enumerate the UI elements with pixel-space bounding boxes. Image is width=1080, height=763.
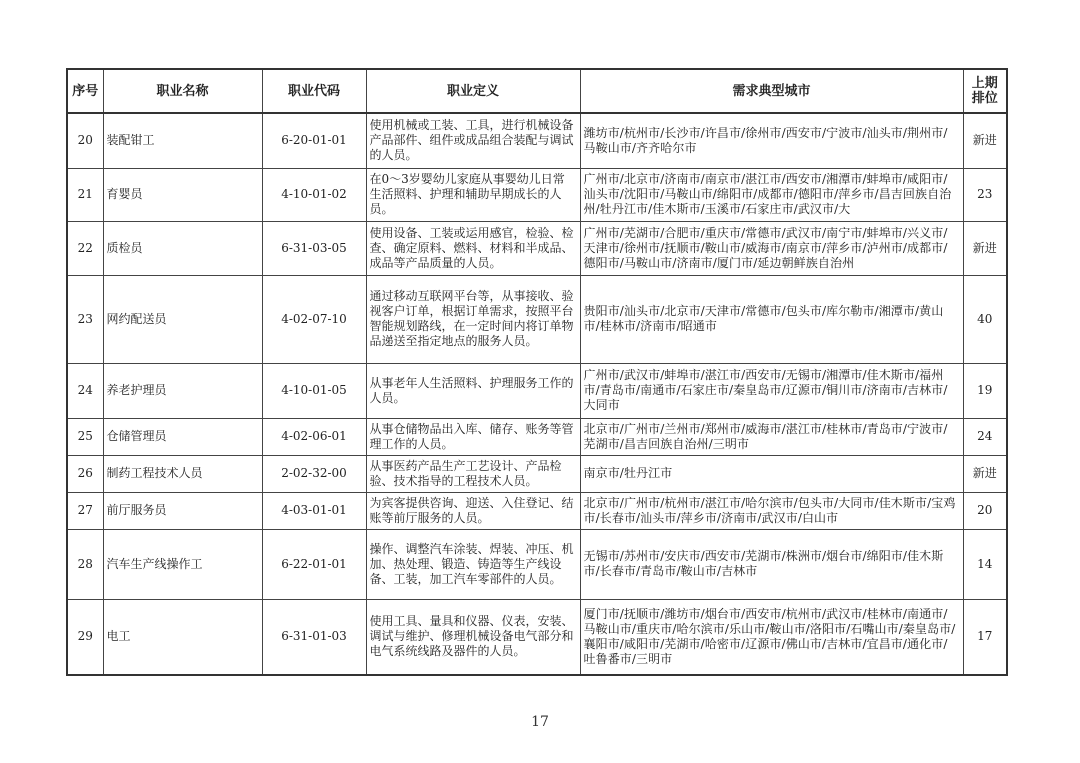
cell-cities: 广州市/武汉市/蚌埠市/湛江市/西安市/无锡市/湘潭市/佳木斯市/福州市/青岛市/南通市/石家庄市/秦皇岛市/辽源市/铜川市/济南市/吉林市/大同市	[580, 363, 963, 418]
table-row	[67, 113, 1007, 168]
cell-rank: 17	[963, 599, 1007, 675]
cell-cities: 广州市/芜湖市/合肥市/重庆市/常德市/武汉市/南宁市/蚌埠市/兴义市/天津市/徐州市/抚顺市/鞍山市/威海市/南京市/萍乡市/泸州市/成都市/德阳市/马鞍山市/济南市/厦门市/延边朝鲜族自治州	[580, 221, 963, 275]
cell-rank: 24	[963, 418, 1007, 455]
header-no: 序号	[67, 69, 103, 113]
cell-cities: 北京市/广州市/杭州市/湛江市/哈尔滨市/包头市/大同市/佳木斯市/宝鸡市/长春市/汕头市/萍乡市/济南市/武汉市/白山市	[580, 492, 963, 529]
table-row	[67, 168, 1007, 221]
page-number: 17	[531, 714, 549, 730]
cell-rank: 19	[963, 363, 1007, 418]
cell-cities: 无锡市/苏州市/安庆市/西安市/芜湖市/株洲市/烟台市/绵阳市/佳木斯市/长春市/青岛市/鞍山市/吉林市	[580, 529, 963, 599]
cell-code: 4-10-01-05	[262, 363, 366, 418]
cell-cities: 南京市/牡丹江市	[580, 455, 963, 492]
header-code: 职业代码	[262, 69, 366, 113]
header-cities: 需求典型城市	[580, 69, 963, 113]
cell-rank: 14	[963, 529, 1007, 599]
table-row	[67, 363, 1007, 418]
cell-no: 28	[67, 529, 103, 599]
cell-definition: 通过移动互联网平台等，从事接收、验视客户订单，根据订单需求，按照平台智能规划路线，在一定时间内将订单物品递送至指定地点的服务人员。	[366, 275, 580, 363]
cell-cities: 北京市/广州市/兰州市/郑州市/威海市/湛江市/桂林市/青岛市/宁波市/芜湖市/昌吉回族自治州/三明市	[580, 418, 963, 455]
cell-name: 前厅服务员	[103, 492, 262, 529]
cell-no: 23	[67, 275, 103, 363]
table-row	[67, 275, 1007, 363]
cell-no: 24	[67, 363, 103, 418]
cell-name: 网约配送员	[103, 275, 262, 363]
cell-code: 6-31-03-05	[262, 221, 366, 275]
cell-name: 电工	[103, 599, 262, 675]
cell-name: 装配钳工	[103, 113, 262, 168]
cell-rank: 新进	[963, 221, 1007, 275]
cell-name: 养老护理员	[103, 363, 262, 418]
cell-rank: 新进	[963, 113, 1007, 168]
cell-definition: 在0～3岁婴幼儿家庭从事婴幼儿日常生活照料、护理和辅助早期成长的人员。	[366, 168, 580, 221]
header-definition: 职业定义	[366, 69, 580, 113]
table-row	[67, 492, 1007, 529]
cell-rank: 40	[963, 275, 1007, 363]
cell-definition: 从事仓储物品出入库、储存、账务等管理工作的人员。	[366, 418, 580, 455]
table-header-row	[67, 69, 1007, 113]
cell-rank: 23	[963, 168, 1007, 221]
cell-code: 6-20-01-01	[262, 113, 366, 168]
occupation-demand-table	[66, 68, 1008, 676]
cell-definition: 使用工具、量具和仪器、仪表，安装、调试与维护、修理机械设备电气部分和电气系统线路及器件的人员。	[366, 599, 580, 675]
cell-code: 4-10-01-02	[262, 168, 366, 221]
cell-code: 4-02-07-10	[262, 275, 366, 363]
cell-no: 25	[67, 418, 103, 455]
cell-code: 6-31-01-03	[262, 599, 366, 675]
cell-no: 26	[67, 455, 103, 492]
cell-cities: 潍坊市/杭州市/长沙市/许昌市/徐州市/西安市/宁波市/汕头市/荆州市/马鞍山市/齐齐哈尔市	[580, 113, 963, 168]
cell-definition: 使用机械或工装、工具，进行机械设备产品部件、组件或成品组合装配与调试的人员。	[366, 113, 580, 168]
cell-code: 6-22-01-01	[262, 529, 366, 599]
cell-definition: 从事老年人生活照料、护理服务工作的人员。	[366, 363, 580, 418]
cell-code: 2-02-32-00	[262, 455, 366, 492]
cell-no: 29	[67, 599, 103, 675]
cell-no: 21	[67, 168, 103, 221]
cell-name: 汽车生产线操作工	[103, 529, 262, 599]
cell-rank: 20	[963, 492, 1007, 529]
table-row	[67, 418, 1007, 455]
cell-name: 质检员	[103, 221, 262, 275]
cell-cities: 厦门市/抚顺市/潍坊市/烟台市/西安市/杭州市/武汉市/桂林市/南通市/马鞍山市/重庆市/哈尔滨市/乐山市/鞍山市/洛阳市/石嘴山市/秦皇岛市/襄阳市/咸阳市/芜湖市/哈密市/辽源市/佛山市/吉林市/宜昌市/通化市/吐鲁番市/三明市	[580, 599, 963, 675]
cell-definition: 从事医药产品生产工艺设计、产品检验、技术指导的工程技术人员。	[366, 455, 580, 492]
cell-cities: 广州市/北京市/济南市/南京市/湛江市/西安市/湘潭市/蚌埠市/咸阳市/汕头市/沈阳市/马鞍山市/绵阳市/成都市/德阳市/萍乡市/昌吉回族自治州/牡丹江市/佳木斯市/玉溪市/石家庄市/武汉市/大	[580, 168, 963, 221]
cell-rank: 新进	[963, 455, 1007, 492]
table-row	[67, 599, 1007, 675]
cell-name: 仓储管理员	[103, 418, 262, 455]
cell-no: 22	[67, 221, 103, 275]
table-row	[67, 221, 1007, 275]
table-row	[67, 529, 1007, 599]
cell-definition: 操作、调整汽车涂装、焊装、冲压、机加、热处理、锻造、铸造等生产线设备、工装，加工汽车零部件的人员。	[366, 529, 580, 599]
cell-code: 4-02-06-01	[262, 418, 366, 455]
table-row	[67, 455, 1007, 492]
header-name: 职业名称	[103, 69, 262, 113]
cell-no: 20	[67, 113, 103, 168]
cell-name: 育婴员	[103, 168, 262, 221]
header-rank: 上期排位	[963, 69, 1007, 113]
cell-no: 27	[67, 492, 103, 529]
cell-name: 制药工程技术人员	[103, 455, 262, 492]
cell-cities: 贵阳市/汕头市/北京市/天津市/常德市/包头市/库尔勒市/湘潭市/黄山市/桂林市/济南市/昭通市	[580, 275, 963, 363]
cell-code: 4-03-01-01	[262, 492, 366, 529]
cell-definition: 使用设备、工装或运用感官，检验、检查、确定原料、燃料、材料和半成品、成品等产品质量的人员。	[366, 221, 580, 275]
cell-definition: 为宾客提供咨询、迎送、入住登记、结账等前厅服务的人员。	[366, 492, 580, 529]
